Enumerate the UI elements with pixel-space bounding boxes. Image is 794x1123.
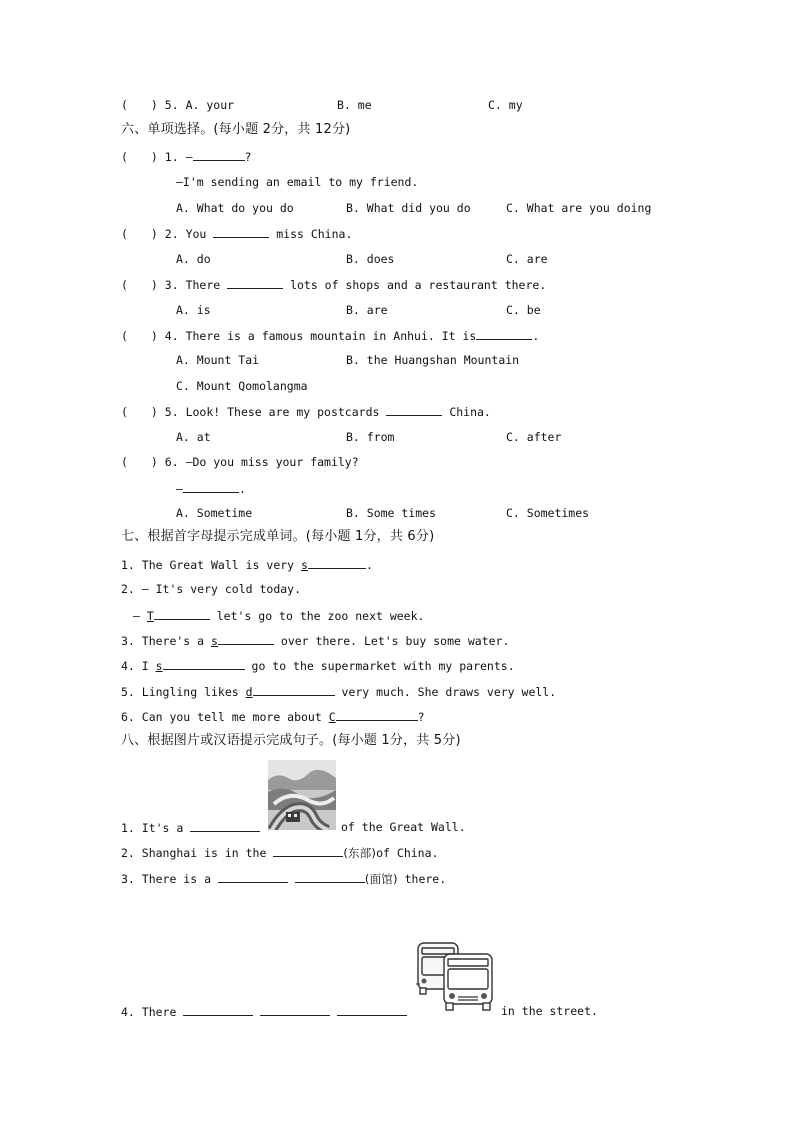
option-c: C. be (506, 303, 541, 317)
answer-paren[interactable]: ( ) (121, 455, 158, 469)
option-a: A. do (176, 252, 211, 266)
sec7-q2-reply: — T let's go to the zoo next week. (133, 609, 425, 623)
answer-blank[interactable] (190, 820, 260, 832)
sec8-q3: 3. There is a (面馆) there. (121, 872, 447, 886)
chinese-hint: (面馆) (364, 872, 398, 886)
answer-paren[interactable]: ( ) (121, 227, 158, 241)
option-b: B. the Huangshan Mountain (346, 353, 520, 367)
section-6-title: 六、单项选择。(每小题 2分，共 12分) (121, 122, 351, 137)
sec6-q6: ( ) 6. —Do you miss your family? (121, 455, 359, 469)
answer-blank[interactable] (193, 149, 245, 161)
sec7-q5: 5. Lingling likes d very much. She draws very well. (121, 685, 557, 699)
answer-paren[interactable]: ( ) (121, 98, 158, 112)
option-b: B. does (346, 252, 395, 266)
prev-question-5: ( ) 5. A. your (121, 98, 235, 112)
hint-letter: T (146, 609, 154, 623)
option-b: B. Some times (346, 506, 437, 520)
answer-blank[interactable] (154, 608, 210, 620)
answer-blank[interactable] (213, 226, 269, 238)
answer-blank[interactable] (386, 404, 442, 416)
great-wall-photo (268, 760, 336, 830)
option-c: C. after (506, 430, 562, 444)
sec8-q4: 4. There (121, 1004, 407, 1019)
sec7-q3: 3. There's a s over there. Let's buy some water. (121, 634, 510, 648)
answer-blank[interactable] (218, 871, 288, 883)
answer-blank[interactable] (273, 845, 343, 857)
sec6-q4: ( ) 4. There is a famous mountain in Anhui. It is . (121, 329, 540, 343)
chinese-hint: (东部) (343, 846, 377, 860)
answer-paren[interactable]: ( ) (121, 405, 158, 419)
option-a: A. Sometime (176, 506, 253, 520)
option-b: B. What did you do (346, 201, 471, 215)
hint-letter: s (301, 558, 308, 572)
option-a: A. your (185, 98, 235, 112)
option-c: C. Mount Qomolangma (176, 379, 308, 393)
sec6-q3: ( ) 3. There lots of shops and a restaurant there. (121, 278, 547, 292)
sec8-q1: 1. It's a (121, 820, 260, 835)
hint-letter: d (245, 685, 253, 699)
answer-paren[interactable]: ( ) (121, 278, 158, 292)
hint-letter: s (211, 634, 218, 648)
section-8-title: 八、根据图片或汉语提示完成句子。(每小题 1分，共 5分) (121, 733, 461, 748)
answer-blank[interactable] (308, 557, 366, 569)
answer-paren[interactable]: ( ) (121, 150, 158, 164)
option-c: C. What are you doing (506, 201, 652, 215)
answer-blank[interactable] (476, 328, 532, 340)
sec6-q1: ( ) 1. — ? (121, 150, 252, 164)
option-c: C. Sometimes (506, 506, 590, 520)
answer-blank[interactable] (183, 481, 239, 493)
dialog-reply: —I'm sending an email to my friend. (176, 175, 419, 189)
answer-blank[interactable] (183, 1004, 253, 1016)
answer-paren[interactable]: ( ) (121, 329, 158, 343)
hint-letter: C (328, 710, 336, 724)
sec7-q2-prompt: 2. — It's very cold today. (121, 582, 302, 596)
dialog-reply: — . (176, 482, 246, 496)
sec8-q2: 2. Shanghai is in the (东部)of China. (121, 846, 439, 860)
answer-blank[interactable] (337, 1004, 407, 1016)
option-b: B. me (337, 98, 372, 112)
answer-blank[interactable] (163, 658, 245, 670)
answer-blank[interactable] (253, 684, 335, 696)
sec7-q1: 1. The Great Wall is very s . (121, 558, 373, 572)
sec6-q5: ( ) 5. Look! These are my postcards China. (121, 405, 491, 419)
sec7-q6: 6. Can you tell me more about C ? (121, 710, 425, 724)
option-a: A. Mount Tai (176, 353, 260, 367)
sec7-q4: 4. I s go to the supermarket with my parents. (121, 659, 515, 673)
option-c: C. my (488, 98, 523, 112)
two-buses-drawing (412, 940, 498, 1012)
option-c: C. are (506, 252, 548, 266)
answer-blank[interactable] (260, 1004, 330, 1016)
option-b: B. from (346, 430, 395, 444)
answer-blank[interactable] (295, 871, 365, 883)
option-a: A. at (176, 430, 211, 444)
answer-blank[interactable] (336, 709, 418, 721)
section-7-title: 七、根据首字母提示完成单词。(每小题 1分，共 6分) (121, 529, 435, 544)
answer-blank[interactable] (218, 633, 274, 645)
option-a: A. is (176, 303, 211, 317)
answer-blank[interactable] (227, 277, 283, 289)
option-b: B. are (346, 303, 388, 317)
option-a: A. What do you do (176, 201, 294, 215)
hint-letter: s (155, 659, 163, 673)
sec6-q2: ( ) 2. You miss China. (121, 227, 353, 241)
